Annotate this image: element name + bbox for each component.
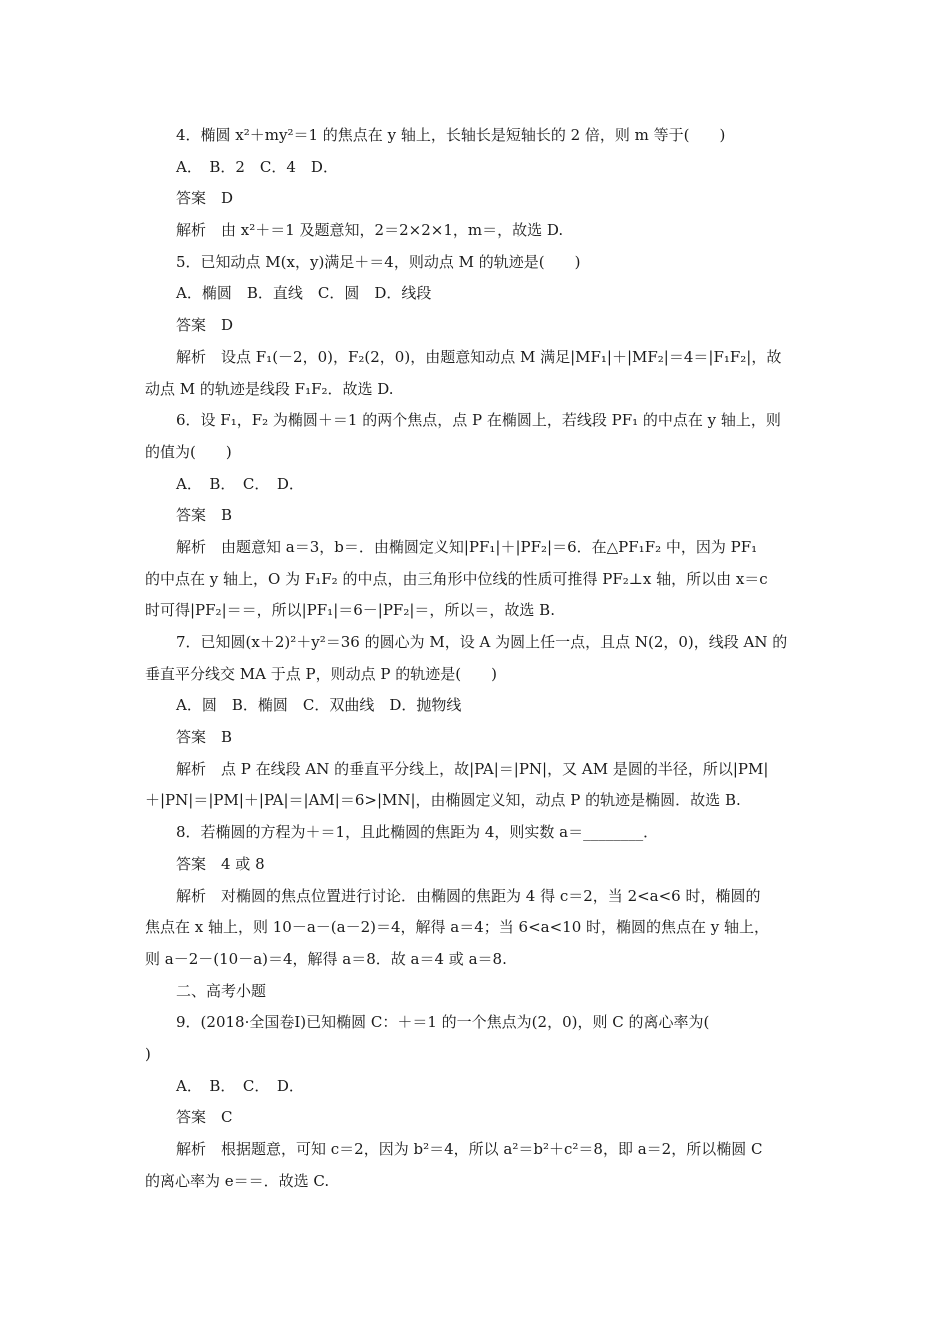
document-body [145,120,807,1197]
text-line: 答案 D [176,316,234,335]
text-line: 答案 D [176,189,234,208]
text-line: 答案 4 或 8 [176,854,265,873]
text-line: 5．已知动点 M(x，y)满足＋＝4，则动点 M 的轨迹是( ) [176,252,581,271]
text-line: 焦点在 x 轴上，则 10－a－(a－2)＝4，解得 a＝4；当 6<a<10 时，椭圆的焦点在 y 轴上， [145,918,770,937]
text-line: 答案 B [176,506,233,525]
text-line: 解析 设点 F₁(－2，0)，F₂(2，0)，由题意知动点 M 满足|MF₁|＋|MF₂|＝4＝|F₁F₂|，故 [176,347,782,366]
text-line: 则 a－2－(10－a)＝4，解得 a＝8．故 a＝4 或 a＝8. [145,949,507,968]
text-line: 解析 点 P 在线段 AN 的垂直平分线上，故|PA|＝|PN|，又 AM 是圆的半径，所以|PM| [176,759,769,778]
text-line: 的值为( ) [145,442,232,461]
text-line: 解析 对椭圆的焦点位置进行讨论．由椭圆的焦距为 4 得 c＝2，当 2<a<6 时，椭圆的 [176,886,761,905]
text-line: 8．若椭圆的方程为＋＝1，且此椭圆的焦距为 4，则实数 a＝________． [176,823,659,842]
text-line: A．椭圆 B．直线 C．圆 D．线段 [176,284,432,303]
text-line: 6．设 F₁，F₂ 为椭圆＋＝1 的两个焦点，点 P 在椭圆上，若线段 PF₁ 的中点在 y 轴上，则 [176,411,781,430]
text-line: A．圆 B．椭圆 C．双曲线 D．抛物线 [176,696,462,715]
text-line: 的中点在 y 轴上，O 为 F₁F₂ 的中点，由三角形中位线的性质可推得 PF₂⊥x 轴，所以由 x＝c [145,569,768,588]
text-line: 解析 由 x²＋＝1 及题意知，2＝2×2×1，m＝，故选 D. [176,221,564,240]
text-line: 9．(2018·全国卷Ⅰ)已知椭圆 C：＋＝1 的一个焦点为(2，0)，则 C 的离心率为( [176,1013,710,1032]
text-line: A． B． C． D． [176,474,304,493]
text-line: 解析 根据题意，可知 c＝2，因为 b²＝4，所以 a²＝b²＋c²＝8，即 a＝2，所以椭圆 C [176,1140,763,1158]
text-line: 7．已知圆(x＋2)²＋y²＝36 的圆心为 M，设 A 为圆上任一点，且点 N(2，0)，线段 AN 的 [176,633,788,651]
text-line: A． B．2 C．4 D． [176,157,338,176]
text-line: 动点 M 的轨迹是线段 F₁F₂．故选 D. [145,379,394,398]
text-line: ) [145,1044,151,1063]
text-line: 垂直平分线交 MA 于点 P，则动点 P 的轨迹是( ) [145,664,497,683]
text-line: 4．椭圆 x²＋my²＝1 的焦点在 y 轴上，长轴长是短轴长的 2 倍，则 m 等于( ) [176,126,726,144]
text-line: 的离心率为 e＝＝．故选 C. [145,1171,330,1190]
text-line: 答案 B [176,728,233,747]
section-heading: 二、高考小题 [176,981,267,1000]
text-line: 解析 由题意知 a＝3，b＝．由椭圆定义知|PF₁|＋|PF₂|＝6．在△PF₁F₂ 中，因为 PF₁ [176,537,758,556]
text-line: A． B． C． D． [176,1076,304,1095]
text-line: 答案 C [176,1108,233,1127]
text-line: ＋|PN|＝|PM|＋|PA|＝|AM|＝6>|MN|，由椭圆定义知，动点 P 的轨迹是椭圆．故选 B. [145,791,741,810]
text-line: 时可得|PF₂|＝＝，所以|PF₁|＝6－|PF₂|＝，所以＝，故选 B. [145,601,555,620]
